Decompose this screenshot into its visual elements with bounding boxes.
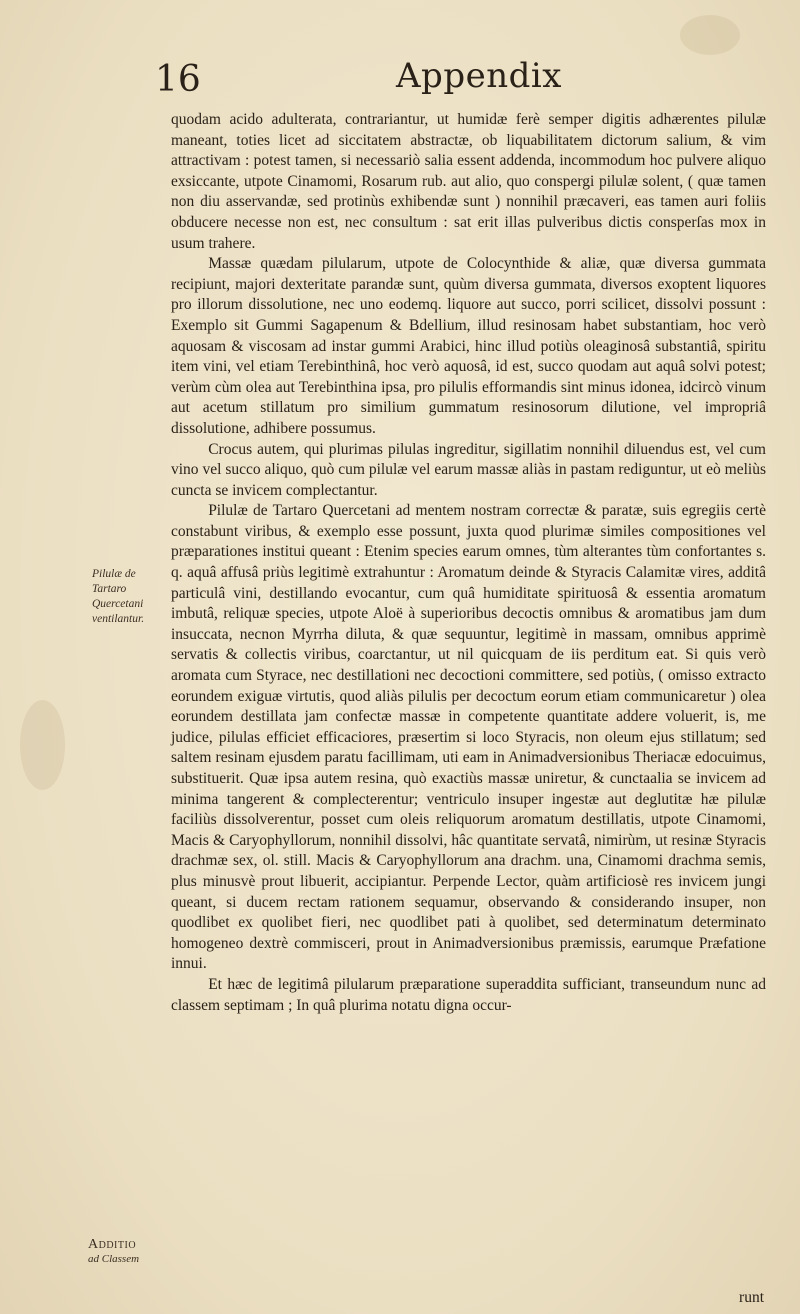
- paragraph-5: Et hæc de legitimâ pilularum præparatione superaddita sufficiant, transeundum nunc ad classem septimam ; In quâ plurima notatu digna occur-: [171, 975, 766, 1014]
- page-number: 16: [155, 59, 201, 100]
- body-text: [171, 110, 766, 1016]
- paragraph-2: Massæ quædam pilularum, utpote de Colocynthide & aliæ, quæ diversa gummata recipiunt, majori dexteritate parandæ sunt, quùm diversa gummata, diversos exoptent liquores pro illorum dissolutione, nec uno eodemq. liquore aut succo, porri scilicet, dissolvi possunt : Exemplo sit Gummi Sagapenum & Bdellium, illud resinosam habet substantiam, hoc verò aquosam & viscosam ad instar gummi Arabici, hinc illud potiùs oleaginosâ substantiâ, spiritu item vini, vel etiam Terebinthinâ, hoc verò aquosâ, id est, succo quodam aut aquâ solvi potest; verùm cùm olea aut Terebinthina ipsa, pro pilulis efformandis sint minus idonea, idcircò vinum aut acetum stillatum pro similium gummatum resinosorum dilutione, vel impropriâ dissolutione, adhibere possumus.: [171, 255, 766, 437]
- running-head: Appendix: [396, 56, 562, 96]
- paragraph-4: Pilulæ de Tartaro Quercetani ad mentem nostram correctæ & paratæ, suis egregiis certè constabunt viribus, & exemplo esse possunt, juxta quod plurimæ similes compositiones vel præparationes institui queant : Etenim species earum omnes, tùm alterantes tùm confortantes s. q. aquâ affusâ priùs legitimè extrahuntur : Aromatum deinde & Styracis Calamitæ vires, additâ particulâ vini, destillando evocantur, cum quâ humiditate spirituosâ & essentia aromatum imbutâ, reliquæ species, utpote Aloë à superioribus decoctis omnibus & aromatibus jam dum insuccata, necnon Myrrha diluta, & quæ sequuntur, legitimè in massam, omnibus apprimè servatis & collectis viribus, coarctantur, ut nil quicquam de iis perditum eat. Si quis verò aromata cum Styrace, nec destillationi nec decoctioni committere, sed potiùs, ( omisso extracto eorundem exiguæ virtutis, quod aliàs pilulis per decoctum eorum etiam communicaretur ) olea eorundem destillata jam confectæ massæ in competente quantitate addere voluerit, is, me judice, pilulas efficiet efficaciores, præsertim si loco Styracis, non oleum ejus stillatum; sed saltem resinam ejusdem paratu facillimam, uti eam in Animadversionibus Theriacæ edocuimus, substituerit. Quæ ipsa autem resina, quò exactiùs massæ uniretur, & cunctaalia se invicem ad minima tangerent & complecterentur; ventriculo insuper ingestæ aut deglutitæ hæ pilulæ faciliùs dissolverentur, posset cum oleis reliquorum aromatum destillatis, utpote Cinamomi, Macis & Caryophyllorum, nonnihil dissolvi, hâc quantitate servatâ, nimirùm, ut resinæ Styracis drachmæ sex, ol. still. Macis & Caryophyllorum ana drachm. una, Cinamomi drachma semis, plus minusvè prout libuerit, accipiantur. Perpende Lector, quàm artificiosè res invicem jungi queant, si ducem rectam rationem sequamur, observando & considerando insuper, non quodlibet ex quolibet fieri, nec quodlibet pati à quolibet, sed determinatum determinato homogeneo dextrè commisceri, prout in Animadversionibus præmissis, earumque Præfatione innui.: [171, 502, 766, 973]
- catchword: runt: [739, 1289, 764, 1306]
- margin-note-additio: [88, 1237, 170, 1267]
- margin-note-additio-title: Additio: [88, 1237, 137, 1252]
- paper-stain: [680, 15, 740, 55]
- paragraph-1: quodam acido adulterata, contrariantur, ut humidæ ferè semper digitis adhærentes pilulæ maneant, toties licet ad siccitatem abstractæ, ob liquabilitatem dictorum salium, & vim attractivam : potest tamen, si necessariò salia essent addenda, incommodum hoc pulvere aliquo exsiccante, utpote Cinamomi, Rosarum rub. aut alio, quo conspergi pilulæ solent, ( quæ tamen non diu asservandæ, sed protinùs exhibendæ sunt ) nonnihil præcaveri, eas tamen auri foliis obducere necesse non est, nec consultum : sat erit illas pulveribus dictis consperſas mox in usum trahere.: [171, 111, 766, 252]
- margin-note-pilulae: Pilulæ de Tartaro Quercetani ventilantur.: [92, 568, 145, 625]
- paper-stain: [20, 700, 65, 790]
- paragraph-3: Crocus autem, qui plurimas pilulas ingreditur, sigillatim nonnihil diluendus est, vel cum vino vel succo aliquo, quò cum pilulæ vel earum massæ aliàs in pastam rediguntur, ut eò meliùs cuncta se invicem complectantur.: [171, 440, 766, 499]
- margin-note-additio-sub: ad Classem: [88, 1253, 140, 1265]
